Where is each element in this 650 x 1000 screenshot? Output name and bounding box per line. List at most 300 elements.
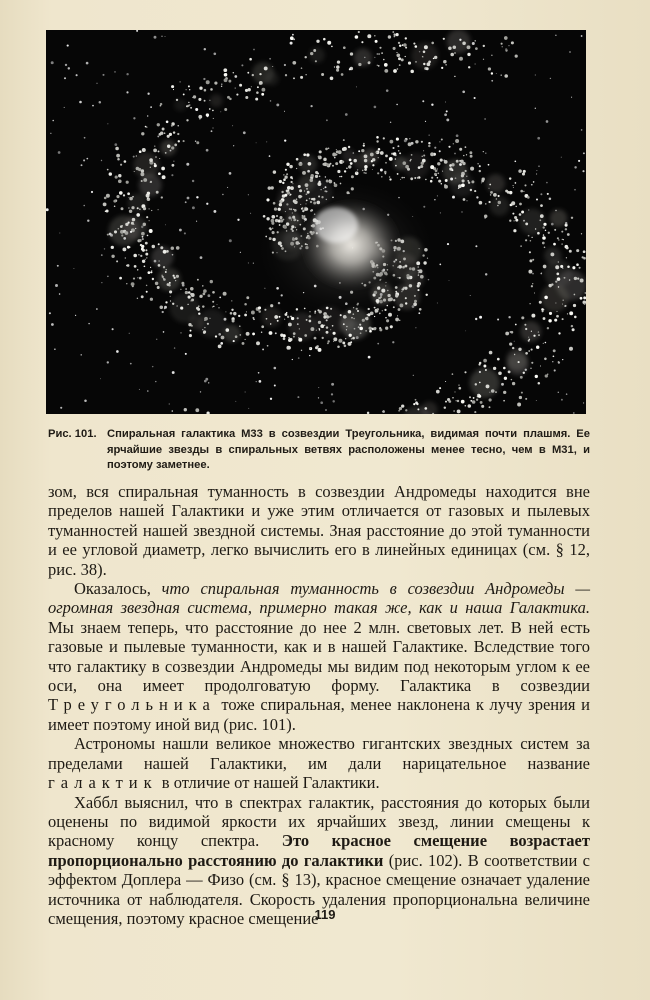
field-star xyxy=(195,108,198,111)
p4-lead: Хаббл выяснил, что в спектрах галактик, расстояния до которых были оценены по видимой яркости их ярчайших звезд, линии смещены к красному концу спектра. xyxy=(48,792,590,851)
star xyxy=(125,257,126,258)
star xyxy=(379,328,382,331)
star xyxy=(525,352,528,355)
star xyxy=(136,167,140,171)
field-star xyxy=(192,180,194,182)
star xyxy=(167,144,170,147)
field-star xyxy=(57,265,59,267)
star xyxy=(344,345,347,348)
galaxy-image xyxy=(46,30,586,414)
field-star xyxy=(99,101,102,104)
star xyxy=(472,400,476,404)
field-star xyxy=(320,401,323,404)
star xyxy=(450,53,454,57)
field-star xyxy=(192,97,193,98)
star xyxy=(389,178,391,180)
p3-lead: Астрономы нашли великое множество гигантских звездных систем за пределами нашей Галактики, им дали нарицательное название xyxy=(48,734,590,773)
star xyxy=(381,52,383,54)
star xyxy=(468,66,470,68)
star xyxy=(120,164,122,166)
star xyxy=(306,319,308,321)
field-star xyxy=(49,312,51,314)
star xyxy=(488,164,490,166)
field-star xyxy=(485,273,487,275)
star xyxy=(327,41,331,45)
field-star xyxy=(152,366,153,367)
field-star xyxy=(546,182,548,184)
star xyxy=(284,319,285,320)
field-star xyxy=(232,125,233,126)
field-star xyxy=(52,120,54,122)
star xyxy=(479,382,481,384)
star xyxy=(231,309,233,311)
star xyxy=(172,303,174,305)
star xyxy=(540,365,541,366)
star xyxy=(173,275,175,277)
field-star xyxy=(206,203,208,205)
star xyxy=(528,235,530,237)
star xyxy=(107,169,109,171)
star xyxy=(256,341,260,345)
field-star xyxy=(397,145,399,147)
star xyxy=(437,162,440,165)
star xyxy=(397,68,399,70)
field-star xyxy=(166,120,169,123)
star xyxy=(322,337,324,339)
star xyxy=(141,180,143,182)
star xyxy=(132,218,135,221)
star xyxy=(185,288,187,290)
field-star xyxy=(439,150,441,152)
field-star xyxy=(377,53,379,55)
field-star xyxy=(216,304,217,305)
field-star xyxy=(86,62,89,65)
star xyxy=(461,174,464,177)
star xyxy=(228,80,231,83)
star xyxy=(316,40,319,43)
star xyxy=(505,332,509,336)
star xyxy=(571,325,573,327)
star xyxy=(143,178,147,182)
star xyxy=(489,351,493,355)
star xyxy=(515,206,516,207)
star xyxy=(361,41,363,43)
field-star xyxy=(274,385,276,387)
star xyxy=(290,181,292,183)
star xyxy=(165,271,167,273)
star xyxy=(213,306,214,307)
star xyxy=(113,200,116,203)
field-star xyxy=(554,369,556,371)
field-star xyxy=(357,169,358,170)
star xyxy=(445,64,447,66)
star xyxy=(417,177,419,179)
star xyxy=(569,347,573,351)
galaxy-photo xyxy=(46,30,586,414)
star xyxy=(569,250,572,253)
star xyxy=(247,72,249,74)
field-star xyxy=(437,302,438,303)
field-star xyxy=(569,51,571,53)
field-star xyxy=(353,152,355,154)
field-star xyxy=(189,89,190,90)
field-star xyxy=(64,77,66,79)
field-star xyxy=(241,64,243,66)
star xyxy=(556,273,559,276)
star xyxy=(139,239,142,242)
star xyxy=(246,311,247,312)
star xyxy=(223,292,227,296)
field-star xyxy=(531,184,533,186)
star xyxy=(532,283,533,284)
star xyxy=(420,165,423,168)
field-star xyxy=(130,231,132,233)
star xyxy=(152,278,154,280)
star xyxy=(123,194,125,196)
star xyxy=(180,332,181,333)
star xyxy=(333,337,337,341)
field-star xyxy=(179,229,182,232)
field-star xyxy=(479,316,482,319)
field-star xyxy=(284,111,285,112)
star xyxy=(145,253,148,256)
star xyxy=(538,382,541,385)
field-star xyxy=(147,115,148,116)
field-star xyxy=(368,356,371,359)
field-star xyxy=(84,399,87,402)
star xyxy=(399,64,401,66)
star xyxy=(350,341,352,343)
star xyxy=(509,343,512,346)
star xyxy=(520,190,523,193)
star xyxy=(408,62,411,65)
star xyxy=(403,161,407,165)
field-star xyxy=(229,239,232,242)
star xyxy=(301,67,303,69)
star xyxy=(483,151,484,152)
field-star xyxy=(154,260,157,263)
star xyxy=(285,169,287,171)
star xyxy=(306,74,307,75)
star xyxy=(395,165,397,167)
star xyxy=(381,176,383,178)
star xyxy=(544,247,546,249)
star xyxy=(477,163,478,164)
star xyxy=(319,328,320,329)
arm-glow-patch xyxy=(157,268,180,291)
star xyxy=(143,223,146,226)
field-star xyxy=(545,230,546,231)
star xyxy=(161,196,163,198)
star xyxy=(479,165,481,167)
star xyxy=(558,279,559,280)
star xyxy=(583,250,586,253)
star xyxy=(430,180,433,183)
field-star xyxy=(292,34,294,36)
field-star xyxy=(81,164,83,166)
star xyxy=(528,337,529,338)
star xyxy=(111,246,114,249)
star xyxy=(515,324,517,326)
star xyxy=(271,186,274,189)
star xyxy=(176,275,179,278)
field-star xyxy=(147,235,149,237)
star xyxy=(346,326,348,328)
star xyxy=(336,69,339,72)
field-star xyxy=(262,348,264,350)
star xyxy=(111,255,114,258)
star xyxy=(116,154,120,158)
star xyxy=(452,373,454,375)
star xyxy=(501,43,503,45)
star xyxy=(455,177,457,179)
star xyxy=(145,259,146,260)
star xyxy=(169,282,171,284)
field-star xyxy=(128,197,129,198)
star xyxy=(158,209,159,210)
star xyxy=(318,156,320,158)
star xyxy=(547,327,549,329)
star xyxy=(259,73,261,75)
star xyxy=(463,198,466,201)
star xyxy=(540,204,543,207)
star xyxy=(212,110,214,112)
star xyxy=(443,38,445,40)
star xyxy=(141,295,144,298)
star xyxy=(458,184,462,188)
field-star xyxy=(536,198,538,200)
star xyxy=(558,286,559,287)
star xyxy=(574,294,576,296)
star xyxy=(300,76,303,79)
star xyxy=(203,289,207,293)
star xyxy=(148,271,151,274)
star xyxy=(322,327,323,328)
star xyxy=(479,362,481,364)
star xyxy=(355,171,359,175)
star xyxy=(491,389,495,393)
star xyxy=(190,287,194,291)
star xyxy=(518,169,522,173)
field-star xyxy=(326,119,328,121)
star xyxy=(503,391,506,394)
field-star xyxy=(364,57,365,58)
star xyxy=(337,60,340,63)
star xyxy=(364,155,368,159)
field-star xyxy=(578,160,580,162)
field-star xyxy=(256,381,257,382)
arm-glow-patch xyxy=(123,216,147,240)
star xyxy=(139,150,142,153)
star xyxy=(539,219,541,221)
star xyxy=(503,400,505,402)
star xyxy=(388,35,391,38)
field-star xyxy=(155,381,156,382)
star xyxy=(523,372,525,374)
field-star xyxy=(538,165,540,167)
star xyxy=(139,208,141,210)
field-star xyxy=(450,178,453,181)
star xyxy=(239,84,242,87)
star xyxy=(383,59,385,61)
star xyxy=(469,151,472,154)
star xyxy=(279,316,281,318)
field-star xyxy=(140,255,142,257)
star xyxy=(368,327,371,330)
field-star xyxy=(224,318,227,321)
star xyxy=(114,205,116,207)
star xyxy=(531,237,532,238)
field-star xyxy=(472,42,475,45)
star xyxy=(309,320,312,323)
star xyxy=(485,203,486,204)
field-star xyxy=(415,401,418,404)
star xyxy=(334,66,335,67)
star xyxy=(470,400,472,402)
star xyxy=(362,170,364,172)
star xyxy=(389,157,393,161)
star xyxy=(490,191,493,194)
star xyxy=(396,138,399,141)
field-star xyxy=(104,248,105,249)
field-star xyxy=(76,74,78,76)
star xyxy=(378,65,380,67)
field-star xyxy=(307,170,310,173)
star xyxy=(323,38,326,41)
star xyxy=(126,265,128,267)
star xyxy=(377,172,379,174)
star xyxy=(288,337,289,338)
star xyxy=(562,239,563,240)
star xyxy=(122,247,126,251)
star xyxy=(535,228,536,229)
field-star xyxy=(126,73,128,75)
field-star xyxy=(79,101,82,104)
star xyxy=(146,257,147,258)
star xyxy=(334,157,336,159)
star xyxy=(361,149,364,152)
field-star xyxy=(537,137,540,140)
star xyxy=(423,154,425,156)
p2-body: Мы знаем теперь, что расстояние до нее 2 млн. световых лет. В ней есть газовые и пылевые туманности, как и в нашей Галактике. Вследствие того что галактику в созвездии Андромеды мы видим под некоторым углом к ее оси, она имеет продолговатую форму. Галактика в созвездии xyxy=(48,617,590,696)
p2-italic-statement: что спиральная туманность в созвездии Андромеды — огромная звездная система, примерно такая же, как и наша Галактика. xyxy=(48,579,590,618)
star xyxy=(290,36,294,40)
star xyxy=(414,177,416,179)
field-star xyxy=(204,380,207,383)
star xyxy=(434,56,437,59)
star xyxy=(425,179,426,180)
star xyxy=(209,108,211,110)
star xyxy=(245,339,246,340)
star xyxy=(142,249,145,252)
star xyxy=(133,254,137,258)
star xyxy=(188,85,190,87)
star xyxy=(423,51,426,54)
star xyxy=(195,408,199,412)
field-star xyxy=(292,359,293,360)
star xyxy=(135,228,136,229)
star xyxy=(521,211,524,214)
star xyxy=(397,315,398,316)
star xyxy=(272,66,273,67)
field-star xyxy=(88,323,89,324)
field-star xyxy=(233,340,235,342)
star xyxy=(576,263,579,266)
field-star xyxy=(508,45,509,46)
field-star xyxy=(514,160,516,162)
field-star xyxy=(51,323,54,326)
star xyxy=(137,269,138,270)
star xyxy=(319,329,320,330)
star xyxy=(346,167,348,169)
field-star xyxy=(276,103,279,106)
field-star xyxy=(196,221,197,222)
star xyxy=(375,151,377,153)
star xyxy=(396,53,400,57)
field-star xyxy=(213,210,216,213)
star xyxy=(407,168,410,171)
field-star xyxy=(73,268,74,269)
p2-spaced-word: Треугольника xyxy=(48,695,216,715)
star xyxy=(567,233,570,236)
field-star xyxy=(65,64,67,66)
star xyxy=(212,291,215,294)
star xyxy=(519,213,522,216)
field-star xyxy=(165,224,166,225)
field-star xyxy=(489,392,490,393)
star xyxy=(554,229,556,231)
field-star xyxy=(123,237,126,240)
star xyxy=(548,232,550,234)
field-star xyxy=(372,169,373,170)
field-star xyxy=(461,211,462,212)
field-star xyxy=(582,170,584,172)
star xyxy=(543,309,544,310)
star xyxy=(478,395,481,398)
star xyxy=(149,208,150,209)
star xyxy=(327,342,329,344)
star xyxy=(151,210,152,211)
star xyxy=(286,173,288,175)
star xyxy=(567,266,570,269)
star xyxy=(553,355,555,357)
star xyxy=(328,340,330,342)
field-star xyxy=(345,113,348,116)
field-star xyxy=(540,193,542,195)
star xyxy=(378,148,381,151)
star xyxy=(466,176,467,177)
field-star xyxy=(237,219,239,221)
star xyxy=(133,278,135,280)
star xyxy=(171,164,174,167)
star xyxy=(163,266,165,268)
field-star xyxy=(59,232,60,233)
star xyxy=(493,193,497,197)
star xyxy=(268,186,271,189)
star xyxy=(424,45,428,49)
star xyxy=(452,397,454,399)
star xyxy=(493,367,496,370)
field-star xyxy=(114,71,116,73)
star xyxy=(474,40,475,41)
field-star xyxy=(185,353,187,355)
star xyxy=(183,140,185,142)
star xyxy=(315,346,318,349)
star xyxy=(398,57,401,60)
field-star xyxy=(107,361,109,363)
star xyxy=(553,243,556,246)
page-number: 119 xyxy=(314,907,336,922)
